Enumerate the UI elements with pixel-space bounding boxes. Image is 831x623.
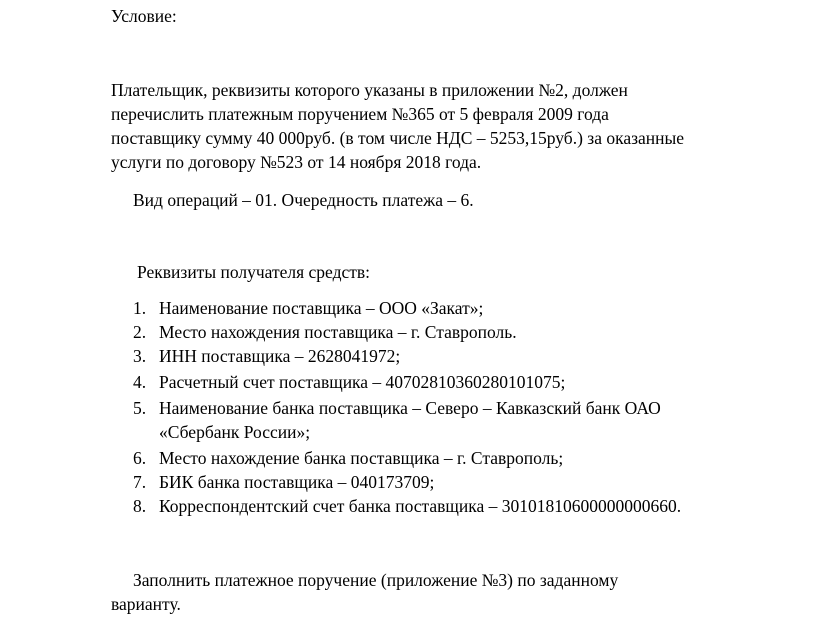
list-text: БИК банка поставщика – 040173709; [159, 472, 435, 492]
requisite-item-6 [133, 446, 563, 470]
closing-line-2: варианту. [111, 594, 181, 614]
requisite-item-5-continuation: «Сбербанк России»; [159, 422, 311, 442]
list-number: 4. [133, 372, 147, 392]
list-text: Место нахождения поставщика – г. Ставрополь. [159, 322, 517, 342]
requisite-item-3 [133, 344, 400, 368]
requisite-item-2 [133, 320, 517, 344]
list-number: 3. [133, 346, 147, 366]
section-heading: Условие: [111, 6, 177, 26]
requisite-item-8 [133, 494, 681, 518]
condition-paragraph-line-4: услуги по договору №523 от 14 ноября 2018 года. [111, 152, 482, 172]
requisite-item-7 [133, 470, 434, 494]
list-number: 6. [133, 448, 147, 468]
list-number: 2. [133, 322, 147, 342]
list-text: Расчетный счет поставщика – 40702810360280101075; [159, 372, 566, 392]
list-number: 1. [133, 298, 147, 318]
closing-line-1: Заполнить платежное поручение (приложение №3) по заданному [133, 570, 619, 590]
list-number: 8. [133, 496, 147, 516]
operations-line: Вид операций – 01. Очередность платежа – 6. [133, 190, 474, 210]
list-number: 7. [133, 472, 147, 492]
condition-paragraph-line-2: перечислить платежным поручением №365 от 5 февраля 2009 года [111, 104, 609, 124]
list-text: ИНН поставщика – 2628041972; [159, 346, 401, 366]
list-number: 5. [133, 398, 147, 418]
requisite-item-1 [133, 296, 483, 320]
condition-paragraph-line-3: поставщику сумму 40 000руб. (в том числе НДС – 5253,15руб.) за оказанные [111, 128, 685, 148]
condition-paragraph-line-1: Плательщик, реквизиты которого указаны в приложении №2, должен [111, 80, 628, 100]
list-text: Место нахождение банка поставщика – г. Ставрополь; [159, 448, 564, 468]
list-text: Наименование поставщика – ООО «Закат»; [159, 298, 484, 318]
requisite-item-4 [133, 370, 565, 394]
list-text: Наименование банка поставщика – Северо – Кавказский банк ОАО [159, 398, 661, 418]
requisite-item-5 [133, 396, 661, 420]
requisites-title: Реквизиты получателя средств: [137, 262, 371, 282]
list-text: Корреспондентский счет банка поставщика – 30101810600000000660. [159, 496, 682, 516]
